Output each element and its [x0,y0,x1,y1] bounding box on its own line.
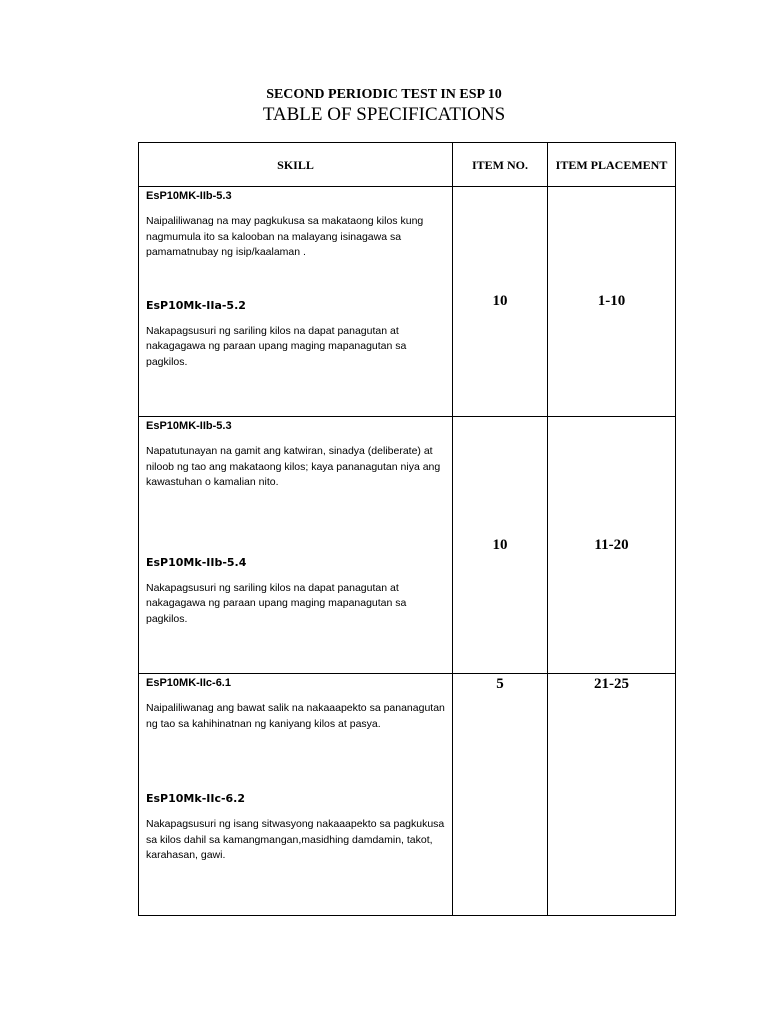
item-no-cell: 10 [453,187,548,417]
competency-code: EsP10Mk-IIb-5.4 [146,555,247,569]
skill-cell [139,187,453,417]
table-header-row [139,143,676,187]
item-no-cell: 10 [453,417,548,674]
competency-description: Naipaliliwanag ang bawat salik na nakaaapekto sa pananagutan ng tao sa kahihinatnan ng kaniyang kilos at pasya. [146,702,445,730]
skill-cell [139,417,453,674]
document-subtitle: TABLE OF SPECIFICATIONS [262,104,506,125]
item-placement-cell: 1-10 [548,187,676,417]
competency-code: EsP10MK-IIb-5.3 [146,190,232,202]
competency-description: Naipaliliwanag na may pagkukusa sa makataong kilos kung nagmumula ito sa kalooban na malayang isinagawa sa pamamatnubay ng isip/kaalaman . [146,215,424,258]
item-placement-cell: 11-20 [548,417,676,674]
column-header-item-no: ITEM NO. [453,143,548,187]
competency-description: Nakapagsusuri ng sariling kilos na dapat panagutan at nakagagawa ng paraan upang maging mapanagutan sa pagkilos. [146,324,407,368]
item-placement-cell: 21-25 [548,674,676,916]
test-title: SECOND PERIODIC TEST IN ESP 10 [266,87,502,102]
specifications-table [138,142,676,916]
table-row [139,417,676,674]
competency-code: EsP10Mk-IIa-5.2 [146,298,246,312]
competency-code: EsP10Mk-IIc-6.2 [146,792,246,805]
competency-code: EsP10MK-IIb-5.3 [146,420,232,432]
column-header-item-placement: ITEM PLACEMENT [548,143,676,187]
competency-code: EsP10MK-IIc-6.1 [146,677,231,689]
competency-description: Nakapagsusuri ng isang sitwasyong nakaaapekto sa pagkukusa sa kilos dahil sa kamangmangan,masidhing damdamin, takot, karahasan, gawi. [146,818,445,861]
item-no-cell: 5 [453,674,548,916]
table-row [139,187,676,417]
competency-description: Nakapagsusuri ng sariling kilos na dapat panagutan at nakagagawa ng paraan upang maging mapanagutan sa pagkilos. [146,581,407,625]
table-row [139,674,676,916]
competency-description: Napatutunayan na gamit ang katwiran, sinadya (deliberate) at niloob ng tao ang makataong kilos; kaya pananagutan niya ang kawastuhan o kamalian nito. [146,445,441,488]
column-header-skill: SKILL [139,143,453,187]
skill-cell [139,674,453,916]
